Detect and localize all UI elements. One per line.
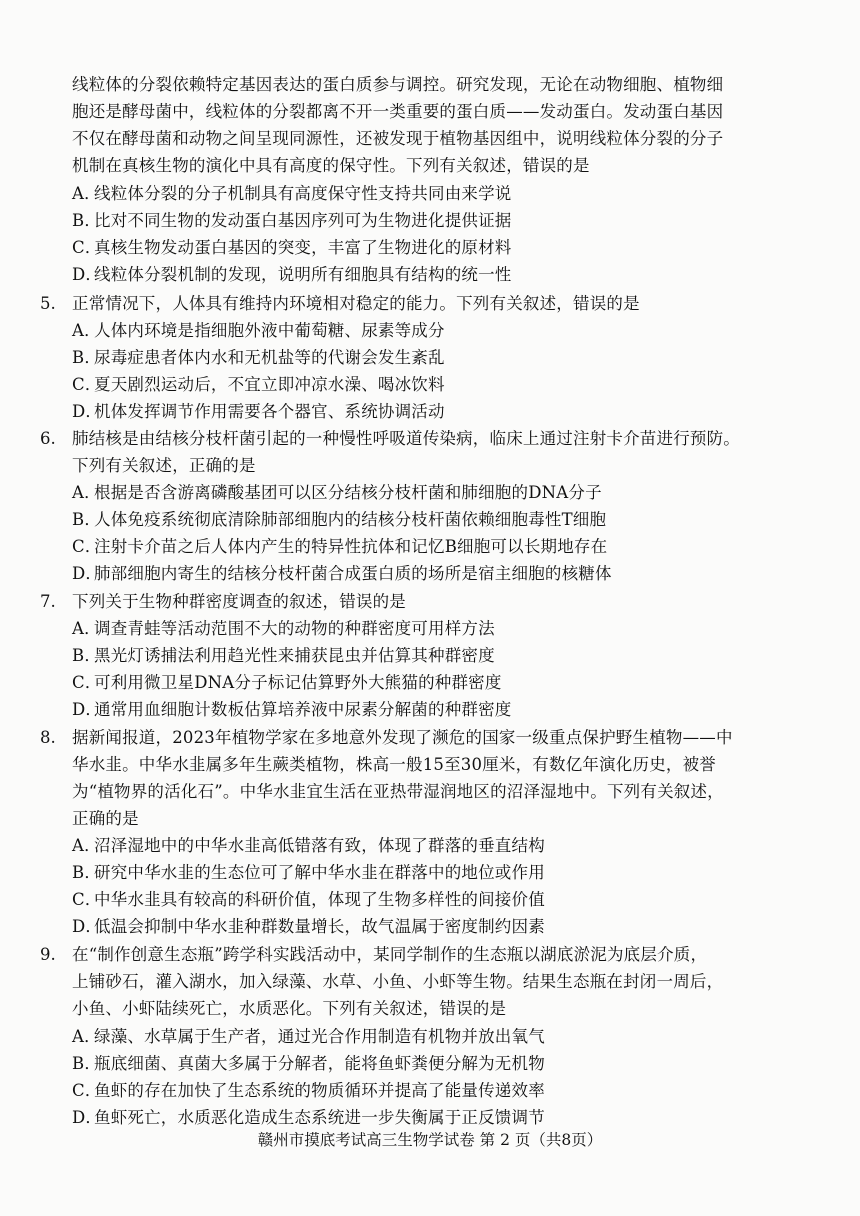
question-number: 6. xyxy=(40,429,56,448)
option-letter: B． xyxy=(72,211,102,230)
question-number: 7. xyxy=(40,592,56,611)
question-7-stem-line: 下列关于生物种群密度调查的叙述，错误的是 xyxy=(72,592,406,611)
option-text: 夏天剧烈运动后，不宜立即冲凉水澡、喝冰饮料 xyxy=(94,375,445,394)
option-d xyxy=(72,262,512,288)
option-text: 尿毒症患者体内水和无机盐等的代谢会发生紊乱 xyxy=(94,348,445,367)
question-5-stem-line: 正常情况下，人体具有维持内环境相对稳定的能力。下列有关叙述，错误的是 xyxy=(72,294,640,313)
option-d xyxy=(72,561,612,587)
option-a xyxy=(72,833,545,859)
option-text: 人体免疫系统彻底清除肺部细胞内的结核分枝杆菌依赖细胞毒性T细胞 xyxy=(94,510,607,529)
option-text: 比对不同生物的发动蛋白基因序列可为生物进化提供证据 xyxy=(94,211,512,230)
option-letter: D． xyxy=(72,265,103,284)
option-b xyxy=(72,860,545,886)
option-text: 研究中华水韭的生态位可了解中华水韭在群落中的地位或作用 xyxy=(94,863,545,882)
option-letter: C． xyxy=(72,673,102,692)
option-a xyxy=(72,318,445,344)
option-text: 线粒体分裂的分子机制具有高度保守性支持共同由来学说 xyxy=(94,184,512,203)
option-letter: A． xyxy=(72,836,101,855)
option-letter: A． xyxy=(72,184,101,203)
option-a xyxy=(72,616,495,642)
question-8-stem-line: 据新闻报道，2023年植物学家在多地意外发现了濒危的国家一级重点保护野生植物——中 xyxy=(72,728,733,747)
option-b xyxy=(72,643,495,669)
option-text: 绿藻、水草属于生产者，通过光合作用制造有机物并放出氧气 xyxy=(94,1027,545,1046)
option-letter: C． xyxy=(72,238,102,257)
question-4-stem-line: 机制在真核生物的演化中具有高度的保守性。下列有关叙述，错误的是 xyxy=(72,156,590,175)
option-letter: B． xyxy=(72,510,102,529)
option-letter: B． xyxy=(72,1054,102,1073)
option-letter: B． xyxy=(72,646,102,665)
option-text: 调查青蛙等活动范围不大的动物的种群密度可用样方法 xyxy=(94,619,495,638)
option-letter: D． xyxy=(72,1108,103,1127)
option-text: 通常用血细胞计数板估算培养液中尿素分解菌的种群密度 xyxy=(94,700,512,719)
option-letter: C． xyxy=(72,375,102,394)
option-text: 根据是否含游离磷酸基团可以区分结核分枝杆菌和肺细胞的DNA分子 xyxy=(94,483,602,502)
question-8-stem-line: 正确的是 xyxy=(72,809,139,828)
option-text: 瓶底细菌、真菌大多属于分解者，能将鱼虾粪便分解为无机物 xyxy=(94,1054,545,1073)
option-text: 中华水韭具有较高的科研价值，体现了生物多样性的间接价值 xyxy=(94,890,545,909)
option-letter: A． xyxy=(72,619,101,638)
option-c xyxy=(72,372,445,398)
question-number: 9. xyxy=(40,945,56,964)
question-9-stem-line: 在“制作创意生态瓶”跨学科实践活动中，某同学制作的生态瓶以湖底淤泥为底层介质， xyxy=(72,945,708,964)
page-footer: 赣州市摸底考试高三生物学试卷 第 2 页（共8页） xyxy=(257,1131,603,1149)
option-letter: A． xyxy=(72,483,101,502)
option-text: 机体发挥调节作用需要各个器官、系统协调活动 xyxy=(94,402,445,421)
option-text: 可利用微卫星DNA分子标记估算野外大熊猫的种群密度 xyxy=(94,673,502,692)
option-letter: D． xyxy=(72,564,103,583)
option-b xyxy=(72,1051,545,1077)
question-number: 8. xyxy=(40,728,56,747)
option-letter: A． xyxy=(72,1027,101,1046)
option-letter: B． xyxy=(72,863,102,882)
option-c xyxy=(72,1078,545,1104)
option-text: 黑光灯诱捕法利用趋光性来捕获昆虫并估算其种群密度 xyxy=(94,646,495,665)
option-a xyxy=(72,1024,545,1050)
option-b xyxy=(72,345,445,371)
option-a xyxy=(72,480,602,506)
option-text: 沼泽湿地中的中华水韭高低错落有致，体现了群落的垂直结构 xyxy=(94,836,545,855)
option-d xyxy=(72,914,545,940)
option-text: 注射卡介苗之后人体内产生的特异性抗体和记忆B细胞可以长期地存在 xyxy=(94,537,608,556)
question-9-stem-line: 小鱼、小虾陆续死亡，水质恶化。下列有关叙述，错误的是 xyxy=(72,999,507,1018)
question-4-stem-line: 不仅在酵母菌和动物之间呈现同源性，还被发现于植物基因组中，说明线粒体分裂的分子 xyxy=(72,129,724,148)
option-d xyxy=(72,399,445,425)
option-letter: B． xyxy=(72,348,102,367)
option-c xyxy=(72,534,607,560)
question-6-stem-line: 肺结核是由结核分枝杆菌引起的一种慢性呼吸道传染病，临床上通过注射卡介苗进行预防。 xyxy=(72,429,740,448)
option-letter: A． xyxy=(72,321,101,340)
question-4-stem-line: 胞还是酵母菌中，线粒体的分裂都离不开一类重要的蛋白质——发动蛋白。发动蛋白基因 xyxy=(72,102,724,121)
option-c xyxy=(72,887,545,913)
option-b xyxy=(72,507,606,533)
question-8-stem-line: 华水韭。中华水韭属多年生蕨类植物，株高一般15至30厘米，有数亿年演化历史，被誉 xyxy=(72,755,716,774)
question-4-stem-line: 线粒体的分裂依赖特定基因表达的蛋白质参与调控。研究发现，无论在动物细胞、植物细 xyxy=(72,75,724,94)
question-8-stem-line: 为“植物界的活化石”。中华水韭宜生活在亚热带湿润地区的沼泽湿地中。下列有关叙述， xyxy=(72,782,724,801)
option-text: 低温会抑制中华水韭种群数量增长，故气温属于密度制约因素 xyxy=(94,917,545,936)
option-letter: D． xyxy=(72,700,103,719)
option-b xyxy=(72,208,512,234)
option-a xyxy=(72,181,512,207)
option-letter: C． xyxy=(72,537,102,556)
option-c xyxy=(72,670,502,696)
option-text: 鱼虾死亡，水质恶化造成生态系统进一步失衡属于正反馈调节 xyxy=(94,1108,545,1127)
option-letter: C． xyxy=(72,1081,102,1100)
option-letter: C． xyxy=(72,890,102,909)
question-9-stem-line: 上铺砂石，灌入湖水，加入绿藻、水草、小鱼、小虾等生物。结果生态瓶在封闭一周后， xyxy=(72,972,724,991)
option-d xyxy=(72,697,512,723)
option-letter: D． xyxy=(72,917,103,936)
option-text: 真核生物发动蛋白基因的突变，丰富了生物进化的原材料 xyxy=(94,238,512,257)
option-letter: D． xyxy=(72,402,103,421)
option-c xyxy=(72,235,512,261)
option-text: 肺部细胞内寄生的结核分枝杆菌合成蛋白质的场所是宿主细胞的核糖体 xyxy=(94,564,612,583)
question-6-stem-line: 下列有关叙述，正确的是 xyxy=(72,456,256,475)
question-number: 5. xyxy=(40,294,56,313)
option-text: 鱼虾的存在加快了生态系统的物质循环并提高了能量传递效率 xyxy=(94,1081,545,1100)
option-text: 线粒体分裂机制的发现，说明所有细胞具有结构的统一性 xyxy=(94,265,512,284)
option-text: 人体内环境是指细胞外液中葡萄糖、尿素等成分 xyxy=(94,321,445,340)
